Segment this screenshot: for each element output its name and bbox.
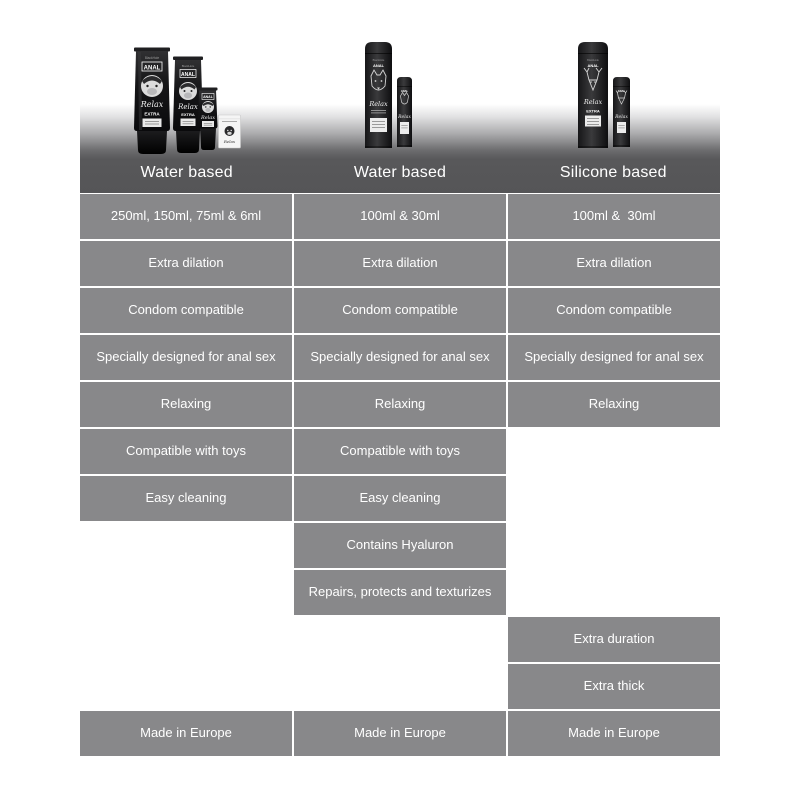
cell-water2-easy-cleaning: Easy cleaning: [294, 476, 506, 521]
column-titles: [80, 152, 720, 193]
brand-label: BlackHole: [181, 64, 195, 68]
script-label: Relax: [223, 139, 236, 144]
cell-silicone-extra-duration: Extra duration: [508, 617, 720, 662]
cell-water2-anal-design: Specially designed for anal sex: [294, 335, 506, 380]
cell-silicone-condom-compatible: Condom compatible: [508, 288, 720, 333]
product-sachet-6ml: [219, 115, 241, 148]
column-title-water-1: Water based: [140, 163, 233, 181]
script-label: Relax: [200, 115, 216, 121]
range-label: ANAL: [617, 90, 626, 93]
range-label: ANAL: [181, 72, 195, 78]
product-tube-75ml: [198, 88, 218, 151]
column-title-silicone: Silicone based: [559, 163, 667, 181]
script-label: Relax: [369, 100, 388, 108]
cell-water1-sizes: 250ml, 150ml, 75ml & 6ml: [80, 194, 292, 239]
cell-water2-extra-dilation: Extra dilation: [294, 241, 506, 286]
cell-silicone-relaxing: Relaxing: [508, 382, 720, 427]
product-bottle-100ml-water: [365, 42, 392, 148]
cell-water2-repairs-protects: Repairs, protects and texturizes: [294, 570, 506, 615]
cell-water1-anal-design: Specially designed for anal sex: [80, 335, 292, 380]
cell-water1-condom-compatible: Condom compatible: [80, 288, 292, 333]
range-label: ANAL: [143, 65, 161, 72]
script-label: Relax: [140, 100, 164, 109]
product-tube-250ml: [134, 48, 170, 155]
cell-water2-condom-compatible: Condom compatible: [294, 288, 506, 333]
extra-label: EXTRA: [144, 111, 160, 117]
product-bottle-100ml-silicone: [578, 42, 608, 148]
cell-water1-toys: Compatible with toys: [80, 429, 292, 474]
cell-water2-made-in-europe: Made in Europe: [294, 711, 506, 756]
cell-silicone-made-in-europe: Made in Europe: [508, 711, 720, 756]
cell-water1-relaxing: Relaxing: [80, 382, 292, 427]
cell-silicone-extra-dilation: Extra dilation: [508, 241, 720, 286]
range-label: ANAL: [400, 90, 409, 93]
feature-table: [80, 194, 720, 756]
cell-silicone-extra-thick: Extra thick: [508, 664, 720, 709]
cell-silicone-anal-design: Specially designed for anal sex: [508, 335, 720, 380]
cell-water1-made-in-europe: Made in Europe: [80, 711, 292, 756]
product-group-water-tubes: [128, 44, 248, 158]
script-label: Relax: [615, 115, 628, 120]
script-label: Relax: [398, 115, 411, 120]
script-label: Relax: [178, 103, 198, 111]
gorilla-artwork-icon: [225, 126, 235, 136]
product-group-silicone-bottles: [573, 40, 635, 150]
range-label: ANAL: [587, 63, 599, 68]
script-label: Relax: [583, 98, 603, 106]
cell-water1-extra-dilation: Extra dilation: [80, 241, 292, 286]
brand-label: BlackHole: [144, 56, 160, 60]
brand-label: BlackHole: [587, 59, 599, 62]
range-label: ANAL: [203, 95, 213, 100]
gorilla-artwork-icon: [179, 82, 197, 100]
gorilla-artwork-icon: [202, 101, 214, 113]
gorilla-artwork-icon: [141, 75, 163, 97]
extra-label: EXTRA: [586, 108, 600, 114]
product-group-water-bottles: [360, 40, 416, 150]
cell-water2-contains-hyaluron: Contains Hyaluron: [294, 523, 506, 568]
brand-label: BlackHole: [372, 59, 385, 62]
product-tube-150ml: [173, 57, 203, 154]
product-bottle-30ml-water: [397, 77, 412, 147]
cell-water2-relaxing: Relaxing: [294, 382, 506, 427]
cell-water1-easy-cleaning: Easy cleaning: [80, 476, 292, 521]
extra-label: EXTRA: [181, 112, 195, 117]
cell-water2-sizes: 100ml & 30ml: [294, 194, 506, 239]
cell-silicone-sizes: 100ml & 30ml: [508, 194, 720, 239]
column-title-water-2: Water based: [353, 163, 447, 181]
product-bottle-30ml-silicone: [613, 77, 630, 147]
cell-water2-toys: Compatible with toys: [294, 429, 506, 474]
range-label: ANAL: [372, 63, 385, 68]
